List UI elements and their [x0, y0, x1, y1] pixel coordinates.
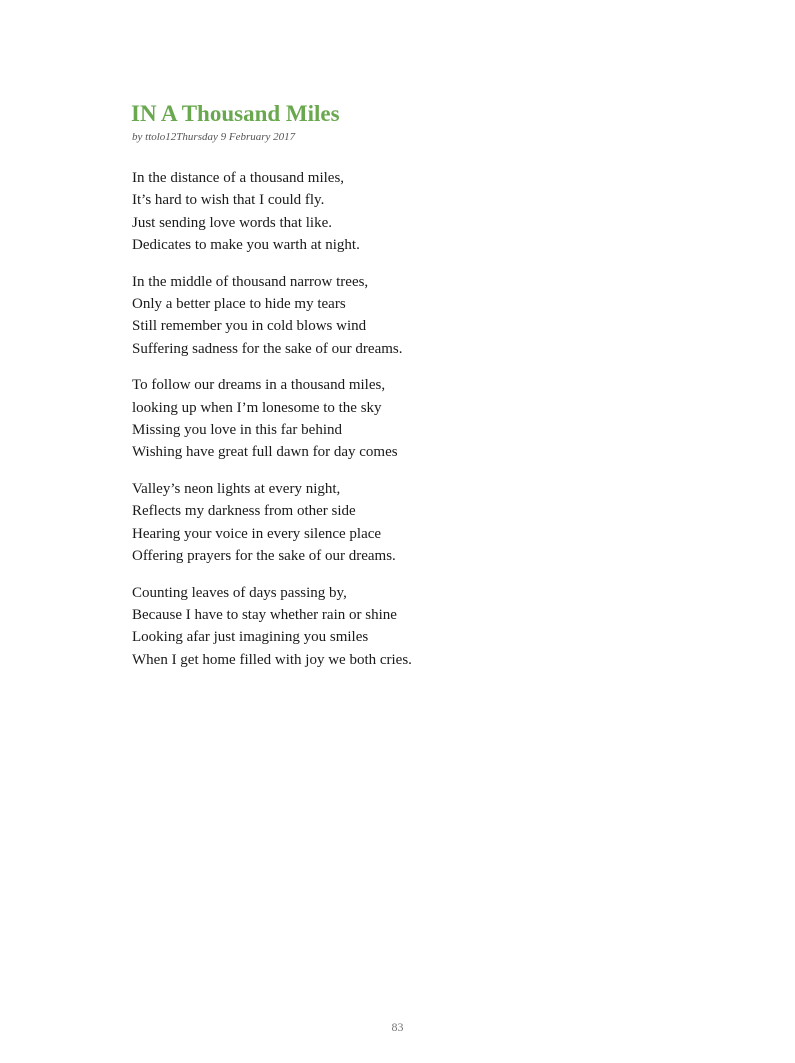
- poem-line: To follow our dreams in a thousand miles,: [132, 377, 386, 394]
- poem-byline: by ttolo12Thursday 9 February 2017: [132, 131, 296, 143]
- stanza: [132, 478, 652, 567]
- poem-line: It’s hard to wish that I could fly.: [132, 192, 325, 209]
- poem-line: Offering prayers for the sake of our dreams.: [132, 547, 396, 564]
- poem-line: Valley’s neon lights at every night,: [132, 481, 341, 498]
- poem-line: In the middle of thousand narrow trees,: [132, 273, 369, 290]
- stanza: [132, 167, 652, 256]
- poem-line: Wishing have great full dawn for day comes: [132, 444, 398, 461]
- poem-line: Dedicates to make you warth at night.: [132, 236, 360, 253]
- poem-body: [132, 167, 652, 685]
- poem-line: Just sending love words that like.: [132, 214, 332, 231]
- poem-line: Looking afar just imagining you smiles: [132, 629, 369, 646]
- poem-line: Reflects my darkness from other side: [132, 503, 356, 520]
- poem-line: looking up when I’m lonesome to the sky: [132, 399, 382, 416]
- poem-line: Because I have to stay whether rain or shine: [132, 607, 397, 624]
- poem-line: Missing you love in this far behind: [132, 421, 342, 438]
- poem-line: In the distance of a thousand miles,: [132, 170, 345, 186]
- page-number: 83: [391, 1020, 404, 1034]
- poem-line: Hearing your voice in every silence place: [132, 525, 382, 542]
- stanza: [132, 271, 652, 360]
- stanza: [132, 582, 652, 671]
- poem-line: When I get home filled with joy we both cries.: [132, 651, 412, 668]
- poem-line: Still remember you in cold blows wind: [132, 318, 367, 335]
- poem-title: IN A Thousand Miles: [131, 101, 340, 126]
- stanza: [132, 374, 652, 463]
- poem-line: Only a better place to hide my tears: [132, 295, 346, 312]
- poem-line: Suffering sadness for the sake of our dreams.: [132, 340, 403, 357]
- poem-line: Counting leaves of days passing by,: [132, 584, 347, 601]
